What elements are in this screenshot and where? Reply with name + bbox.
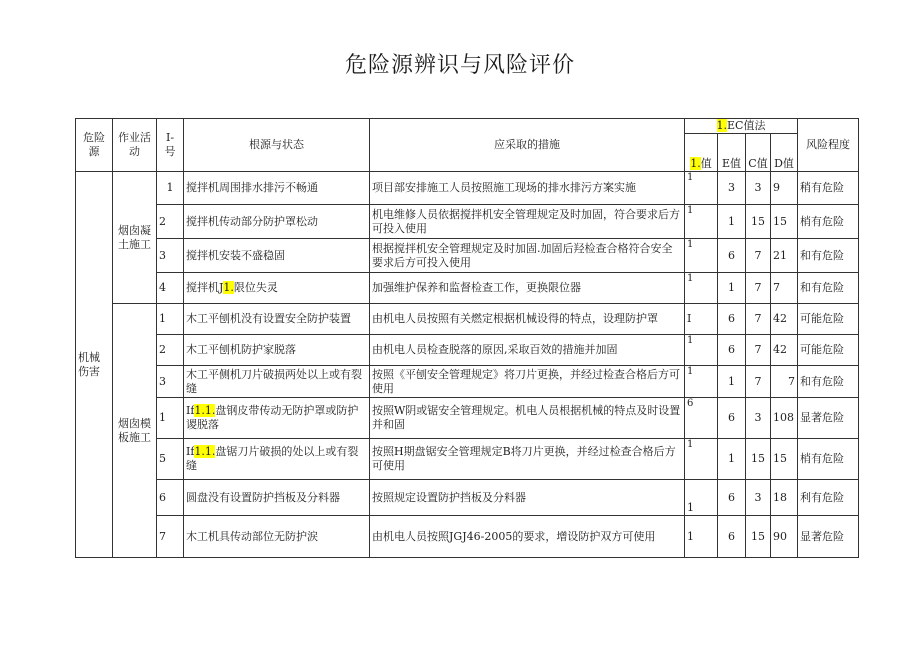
row-risk: 稍有危险 [798, 172, 859, 205]
row-d: 42 [771, 335, 798, 366]
row-risk: 和有危险 [798, 273, 859, 304]
row-d: 7 [771, 366, 798, 398]
row-l: 1 [685, 480, 718, 516]
activity-1: 烟囱凝土施工 [113, 172, 157, 304]
row-state-hl: 1. [223, 281, 234, 294]
row-state: 搅拌机周围排水排污不畅通 [184, 172, 370, 205]
row-e: 6 [718, 480, 746, 516]
row-no: 5 [157, 439, 184, 480]
row-state-post: 盘钢皮带传动无防护罩或防护谡脱落 [186, 404, 359, 431]
row-risk: 梢有危险 [798, 439, 859, 480]
table-row [76, 304, 859, 335]
row-l: 1 [685, 273, 718, 304]
row-state [184, 398, 370, 439]
header-risk-level: 风险程度 [798, 119, 859, 172]
row-state-post: 盘锯刀片破损的处以上或有裂缝 [186, 445, 359, 472]
row-no: 4 [157, 273, 184, 304]
row-state-hl: 1.1. [194, 404, 216, 417]
row-l: 1 [685, 335, 718, 366]
row-c: 7 [746, 304, 771, 335]
table-row [76, 516, 859, 558]
row-risk: 可能危险 [798, 335, 859, 366]
header-activity: 作业活动 [113, 119, 157, 172]
row-measure: 按照规定设置防护挡板及分料器 [370, 480, 685, 516]
row-l: 1 [685, 366, 718, 398]
row-risk: 梢有危险 [798, 205, 859, 239]
row-e: 1 [718, 273, 746, 304]
row-no: 3 [157, 239, 184, 273]
header-l-rest: 值 [700, 157, 712, 170]
risk-table [75, 118, 859, 558]
header-lec-rest: EC值法 [727, 119, 766, 132]
row-d: 9 [771, 172, 798, 205]
header-lec [685, 119, 798, 134]
row-state: 搅拌机传动部分防护罩松动 [184, 205, 370, 239]
row-c: 7 [746, 273, 771, 304]
row-measure: 机电维修人员依据搅拌机安全管理规定及时加固，符合要求后方可投入使用 [370, 205, 685, 239]
row-no: 2 [157, 205, 184, 239]
row-e: 3 [718, 172, 746, 205]
row-state [184, 273, 370, 304]
activity-2: 烟囱模板施工 [113, 304, 157, 558]
row-state-pre: If [186, 445, 195, 458]
table-row [76, 172, 859, 205]
row-d: 7 [771, 273, 798, 304]
row-state-pre: If [186, 404, 195, 417]
row-risk: 可能危险 [798, 304, 859, 335]
row-measure: 按照《平刨安全管理规定》将刀片更换，并经过检查合格后方可使用 [370, 366, 685, 398]
row-e: 1 [718, 366, 746, 398]
row-c: 15 [746, 439, 771, 480]
row-state: 木工机具传动部位无防护涙 [184, 516, 370, 558]
row-d: 15 [771, 439, 798, 480]
row-measure: 由机电人员检查脱落的原因,采取百效的措施并加固 [370, 335, 685, 366]
row-no: 1 [157, 398, 184, 439]
row-c: 7 [746, 335, 771, 366]
row-measure: 由机电人员按照有关燃定根据机械设得的特点，设理防护罩 [370, 304, 685, 335]
table-row [76, 366, 859, 398]
header-d: D值 [771, 134, 798, 172]
header-measures: 应采取的措施 [370, 119, 685, 172]
row-no: 1 [157, 172, 184, 205]
row-state: 木工平侧机刀片破损两处以上或有裂缝 [184, 366, 370, 398]
row-c: 15 [746, 516, 771, 558]
row-d: 108 [771, 398, 798, 439]
row-l: 1 [685, 516, 718, 558]
row-c: 15 [746, 205, 771, 239]
row-d: 21 [771, 239, 798, 273]
row-l: 1 [685, 205, 718, 239]
table-row [76, 205, 859, 239]
row-risk: 显著危险 [798, 398, 859, 439]
row-c: 3 [746, 398, 771, 439]
row-no: 3 [157, 366, 184, 398]
table-row [76, 398, 859, 439]
header-seq-bottom: 号 [164, 145, 176, 158]
header-l [685, 134, 718, 172]
row-e: 6 [718, 239, 746, 273]
table-row [76, 480, 859, 516]
row-measure: 加强维护保养和监督检查工作，更换限位器 [370, 273, 685, 304]
row-c: 7 [746, 239, 771, 273]
row-c: 7 [746, 366, 771, 398]
row-e: 1 [718, 439, 746, 480]
row-l: I [685, 304, 718, 335]
hazard-group: 机械伤害 [76, 172, 113, 558]
row-d: 42 [771, 304, 798, 335]
header-seq [157, 119, 184, 172]
row-l: 1 [685, 239, 718, 273]
row-risk: 和有危险 [798, 366, 859, 398]
row-c: 3 [746, 172, 771, 205]
row-e: 6 [718, 516, 746, 558]
table-row [76, 273, 859, 304]
row-measure: 项目部安排施工人员按照施工现场的排水排污方案实施 [370, 172, 685, 205]
table-row [76, 335, 859, 366]
row-state: 木工平刨机没有设置安全防护装置 [184, 304, 370, 335]
header-row [76, 119, 859, 134]
row-risk: 利有危险 [798, 480, 859, 516]
header-seq-top: I- [165, 131, 175, 144]
row-state-hl: 1.1. [194, 445, 216, 458]
row-e: 6 [718, 335, 746, 366]
row-risk: 和有危险 [798, 239, 859, 273]
row-state: 圆盘没有设置防护挡板及分料器 [184, 480, 370, 516]
row-risk: 显著危险 [798, 516, 859, 558]
header-hazard-source: 危险源 [76, 119, 113, 172]
row-l: 1 [685, 439, 718, 480]
header-source-state: 根源与状态 [184, 119, 370, 172]
row-state-pre: 搅拌机J [186, 281, 224, 294]
row-d: 18 [771, 480, 798, 516]
header-e: E值 [718, 134, 746, 172]
row-measure: 由机电人员按照JGJ46-2005的要求，增设防护双方可使用 [370, 516, 685, 558]
header-c: C值 [746, 134, 771, 172]
row-l: 1 [685, 172, 718, 205]
row-no: 7 [157, 516, 184, 558]
row-state: 搅拌机安装不盛稳固 [184, 239, 370, 273]
row-no: 1 [157, 304, 184, 335]
row-measure: 按照H期盘锯安全管理规定B将刀片更换，并经过检查合格后方可使用 [370, 439, 685, 480]
header-lec-prefix: 1. [716, 119, 728, 132]
row-l: 6 [685, 398, 718, 439]
row-d: 15 [771, 205, 798, 239]
row-state: 木工平刨机防护家脱落 [184, 335, 370, 366]
row-no: 6 [157, 480, 184, 516]
row-d: 90 [771, 516, 798, 558]
page-title: 危险源辨识与风险评价 [344, 53, 575, 78]
table-row [76, 439, 859, 480]
row-no: 2 [157, 335, 184, 366]
row-e: 6 [718, 398, 746, 439]
row-state-post: 限位失灵 [233, 281, 278, 294]
row-e: 1 [718, 205, 746, 239]
row-measure: 根据搅拌机安全管理规定及时加固.加固后羟检查合格符合安全要求后方可投入使用 [370, 239, 685, 273]
row-measure: 按照W阴或锯安全管理规定。机电人员根据机械的特点及时设置并和固 [370, 398, 685, 439]
table-row [76, 239, 859, 273]
row-c: 3 [746, 480, 771, 516]
row-state [184, 439, 370, 480]
header-l-prefix: 1. [690, 157, 701, 170]
row-e: 6 [718, 304, 746, 335]
